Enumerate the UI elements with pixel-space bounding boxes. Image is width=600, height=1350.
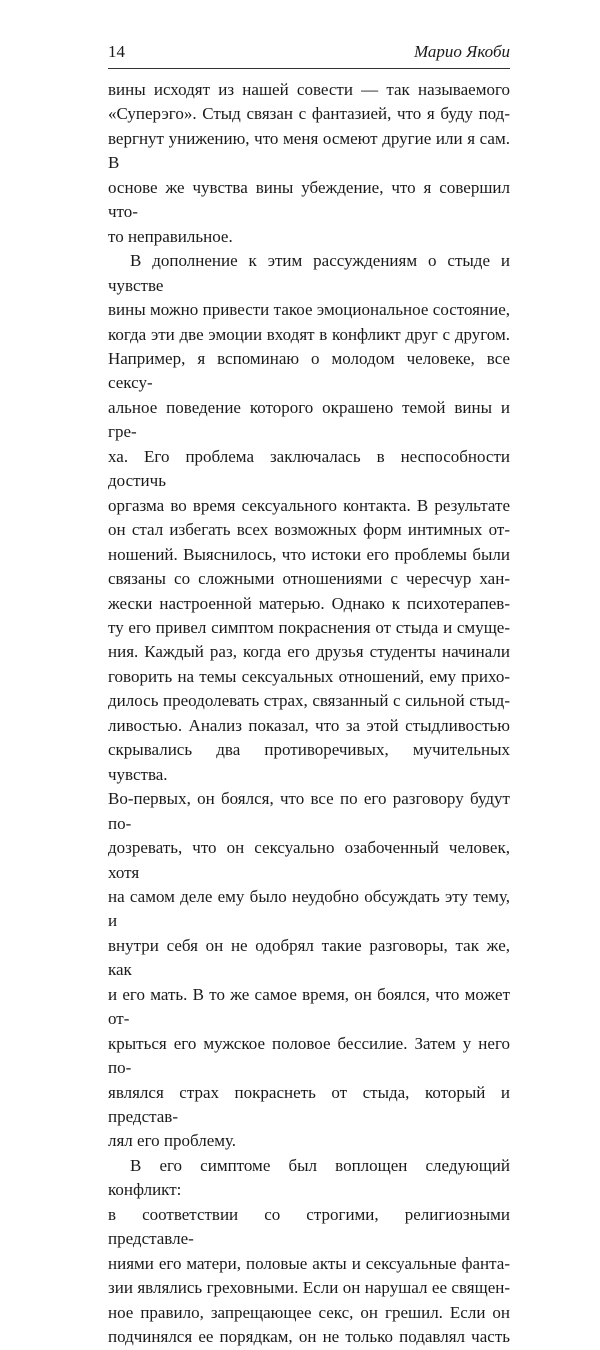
text-line: ниями его матери, половые акты и сексуальные фанта- — [108, 1253, 510, 1273]
text-line: ное правило, запрещающее секс, он грешил. Если он — [108, 1302, 510, 1322]
text-line: связаны со сложными отношениями с чересчур хан- — [108, 569, 510, 589]
text-line: ношений. Выяснилось, что истоки его проблемы были — [108, 544, 510, 564]
text-line: лял его проблему. — [108, 1131, 237, 1151]
text-line: скрывались два противоречивых, мучительных чувства. — [108, 740, 510, 784]
text-line: вергнут унижению, что меня осмеют другие или я сам. В — [108, 128, 510, 173]
text-line: дилось преодолевать страх, связанный с сильной стыд- — [108, 691, 510, 711]
text-line: дозревать, что он сексуально озабоченный человек, хотя — [108, 838, 510, 882]
text-line: крыться его мужское половое бессилие. Затем у него по- — [108, 1033, 510, 1078]
running-head-author: Марио Якоби — [414, 42, 510, 61]
text-line: Во-первых, он боялся, что все по его разговору будут по- — [108, 789, 510, 833]
text-line: основе же чувства вины убеждение, что я совершил что- — [108, 177, 510, 222]
text-line: зии являлись греховными. Если он нарушал ее священ- — [108, 1278, 510, 1298]
text-line: «Суперэго». Стыд связан с фантазией, что я буду под- — [108, 104, 510, 124]
text-line: альное поведение которого окрашено темой вины и гре- — [108, 397, 510, 442]
text-line: на самом деле ему было неудобно обсуждать эту тему, и — [108, 886, 510, 931]
text-line: внутри себя он не одобрял такие разговоры, так же, как — [108, 935, 510, 980]
text-line: В дополнение к этим рассуждениям о стыде и чувстве — [108, 251, 510, 295]
text-line: в соответствии со строгими, религиозными представле- — [108, 1204, 510, 1249]
text-line: и его мать. В то же самое время, он боялся, что может от- — [108, 984, 510, 1029]
text-line: ха. Его проблема заключалась в неспособности достичь — [108, 446, 510, 491]
text-line: он стал избегать всех возможных форм интимных от- — [108, 520, 510, 540]
text-line: говорить на темы сексуальных отношений, ему прихо- — [108, 666, 510, 686]
text-line: В его симптоме был воплощен следующий конфликт: — [108, 1155, 510, 1200]
text-line: когда эти две эмоции входят в конфликт друг с другом. — [108, 324, 510, 344]
text-line: вины можно привести такое эмоциональное состояние, — [108, 300, 510, 320]
text-line: оргазма во время сексуального контакта. В результате — [108, 495, 510, 515]
text-line: вины исходят из нашей совести — так называемого — [108, 80, 510, 99]
text-line: ния. Каждый раз, когда его друзья студенты начинали — [108, 642, 510, 662]
page-number: 14 — [108, 42, 125, 61]
text-line: ту его привел симптом покраснения от стыда и смуще- — [108, 617, 510, 637]
text-line: жески настроенной матерью. Однако к психотерапев- — [108, 593, 510, 613]
header-rule — [108, 68, 510, 69]
page-header — [108, 42, 510, 64]
body-text — [108, 78, 510, 1350]
text-line: являлся страх покраснеть от стыда, который и представ- — [108, 1082, 510, 1127]
text-line: ливостью. Анализ показал, что за этой стыдливостью — [108, 715, 510, 735]
text-line: то неправильное. — [108, 226, 233, 246]
text-line: Например, я вспоминаю о молодом человеке, все сексу- — [108, 348, 510, 393]
text-line: подчинялся ее порядкам, он не только подавлял часть — [108, 1327, 510, 1347]
